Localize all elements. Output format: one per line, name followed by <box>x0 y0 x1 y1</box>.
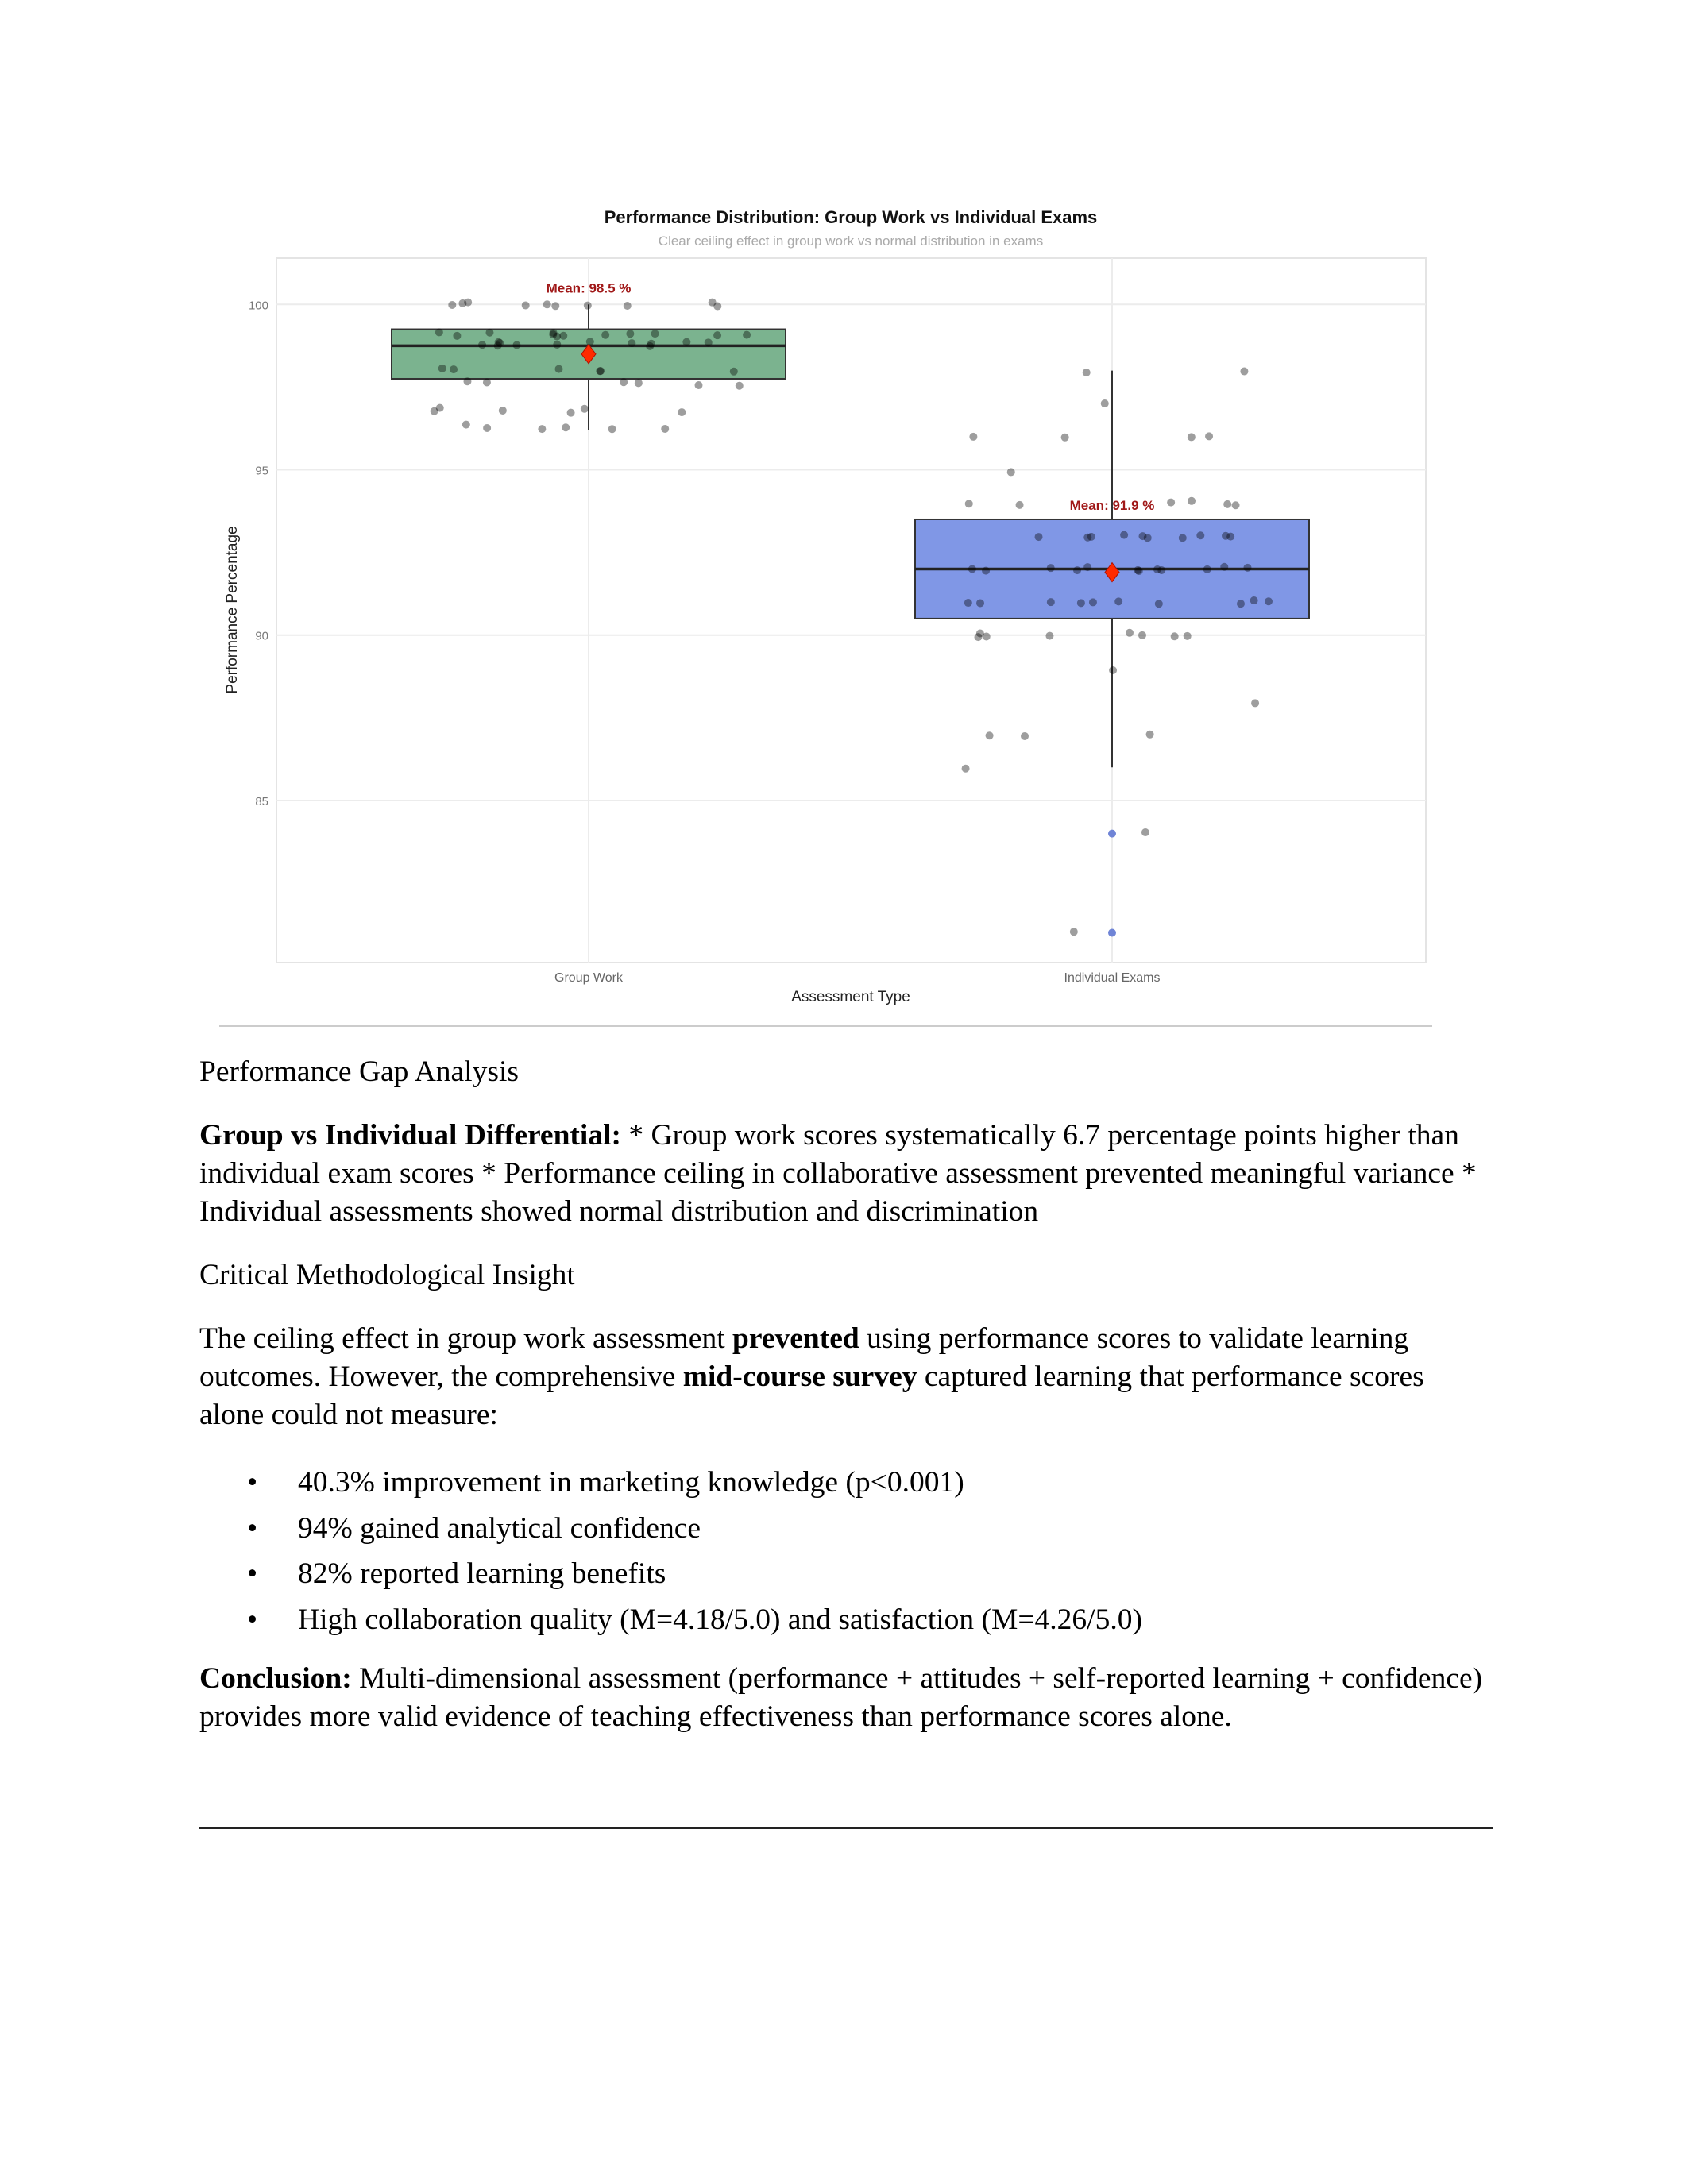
data-point <box>635 379 643 387</box>
data-point <box>538 425 546 433</box>
data-point <box>483 378 491 386</box>
data-point <box>586 338 594 345</box>
data-point <box>581 405 589 413</box>
data-point <box>1138 631 1146 639</box>
data-point <box>620 378 628 386</box>
data-point <box>584 302 592 310</box>
data-point <box>1232 501 1240 509</box>
data-point <box>682 338 690 346</box>
data-point <box>1144 534 1152 542</box>
bullet-icon: • <box>247 1557 258 1590</box>
data-point <box>450 365 458 373</box>
data-point <box>512 341 520 349</box>
differential-lead: Group vs Individual Differential: <box>199 1119 621 1152</box>
data-point <box>1045 632 1053 640</box>
data-point <box>969 433 977 441</box>
data-point <box>1126 629 1134 637</box>
data-point <box>968 565 976 573</box>
boxplot-chart <box>0 0 1688 1048</box>
outlier-point <box>1108 929 1116 937</box>
data-point <box>601 331 609 339</box>
data-point <box>1016 501 1024 509</box>
list-item-text: 82% reported learning benefits <box>298 1557 666 1590</box>
data-point <box>1167 499 1175 507</box>
data-point <box>1205 432 1213 440</box>
data-point <box>608 425 616 433</box>
data-point <box>651 330 659 338</box>
chart-title: Performance Distribution: Group Work vs Individual Exams <box>604 207 1098 227</box>
data-point <box>1089 598 1097 606</box>
data-point <box>974 633 982 641</box>
data-point <box>1146 731 1154 739</box>
data-point <box>982 567 990 575</box>
bullet-icon: • <box>247 1466 258 1499</box>
y-tick-label: 95 <box>255 464 268 478</box>
section-divider <box>199 1827 1493 1829</box>
data-point <box>1222 532 1230 540</box>
y-tick-label: 100 <box>248 299 268 313</box>
data-point <box>1073 566 1081 574</box>
data-point <box>1240 368 1248 376</box>
data-point <box>551 302 559 310</box>
differential-body: * Group work scores systematically 6.7 percentage points higher than individual exam scores * Performance ceiling in collaborative assessment prevented meaningful variance * Individual assessments showed normal distribution and discrimination <box>199 1119 1477 1228</box>
conclusion-lead: Conclusion: <box>199 1662 352 1695</box>
chart-subtitle: Clear ceiling effect in group work vs normal distribution in exams <box>658 233 1044 249</box>
outlier-point <box>1108 830 1116 838</box>
data-point <box>495 338 503 346</box>
y-tick-label: 90 <box>255 629 268 643</box>
data-point <box>448 301 456 309</box>
list-item <box>199 1597 1142 1643</box>
insight-bold: mid-course survey <box>682 1360 917 1393</box>
data-point <box>713 331 721 339</box>
insight-text: captured learning that performance scores alone could not measure: <box>199 1360 1424 1431</box>
differential-paragraph <box>199 1117 1486 1231</box>
data-point <box>1135 567 1143 575</box>
data-point <box>1141 828 1149 836</box>
section-heading-insight: Critical Methodological Insight <box>199 1259 575 1291</box>
data-point <box>1021 732 1029 740</box>
data-point <box>562 423 570 431</box>
list-item <box>199 1506 1142 1552</box>
data-point <box>463 377 471 385</box>
conclusion-body: Multi-dimensional assessment (performance + attitudes + self-reported learning + confidence) provides more valid evidence of teaching effectiveness than performance scores alone. <box>199 1662 1483 1733</box>
data-point <box>1220 563 1228 571</box>
data-point <box>628 339 635 347</box>
data-point <box>1171 632 1179 640</box>
data-point <box>1070 928 1078 936</box>
data-point <box>1196 531 1204 539</box>
data-point <box>522 302 530 310</box>
data-point <box>647 340 655 348</box>
data-point <box>435 328 443 336</box>
list-item-text: 94% gained analytical confidence <box>298 1511 701 1545</box>
data-point <box>462 421 470 429</box>
data-point <box>1237 600 1245 608</box>
list-item-text: 40.3% improvement in marketing knowledge (p<0.001) <box>298 1466 964 1499</box>
data-point <box>1061 434 1069 442</box>
data-point <box>1047 598 1055 606</box>
data-point <box>543 300 551 308</box>
data-point <box>743 331 751 339</box>
x-tick-label: Group Work <box>554 971 623 985</box>
data-point <box>478 341 486 349</box>
data-point <box>976 599 984 607</box>
data-point <box>499 407 507 415</box>
data-point <box>553 341 561 349</box>
data-point <box>1035 533 1043 541</box>
data-point <box>1083 563 1091 571</box>
data-point <box>1184 632 1192 640</box>
y-tick-label: 85 <box>255 794 268 808</box>
data-point <box>453 332 461 340</box>
data-point <box>1120 531 1128 539</box>
data-point <box>1153 565 1161 573</box>
list-item <box>199 1460 1142 1506</box>
data-point <box>695 381 703 389</box>
data-point <box>1109 666 1117 674</box>
data-point <box>1250 596 1258 604</box>
data-point <box>431 407 438 415</box>
data-point <box>713 303 721 311</box>
data-point <box>1251 699 1259 707</box>
data-point <box>1243 564 1251 572</box>
data-point <box>1083 534 1091 542</box>
x-tick-label: Individual Exams <box>1064 971 1161 985</box>
data-point <box>1203 565 1211 573</box>
bullet-icon: • <box>247 1511 258 1545</box>
data-point <box>1179 534 1187 542</box>
list-item-text: High collaboration quality (M=4.18/5.0) and satisfaction (M=4.26/5.0) <box>298 1603 1142 1636</box>
data-point <box>1007 468 1015 476</box>
data-point <box>626 330 634 338</box>
data-point <box>458 299 466 307</box>
insight-bold: prevented <box>732 1322 859 1355</box>
y-axis-label: Performance Percentage <box>224 526 241 694</box>
mean-label: Mean: 91.9 % <box>1069 497 1155 513</box>
data-point <box>965 500 973 507</box>
data-point <box>555 365 563 373</box>
list-item <box>199 1551 1142 1597</box>
insight-text: using performance scores to validate learning outcomes. However, the comprehensive <box>199 1322 1409 1393</box>
data-point <box>962 765 970 773</box>
data-point <box>1223 500 1231 508</box>
mean-label: Mean: 98.5 % <box>546 280 632 296</box>
data-point <box>1047 564 1055 572</box>
data-point <box>1101 399 1109 407</box>
data-point <box>983 632 991 640</box>
data-point <box>1188 433 1196 441</box>
data-point <box>705 338 713 346</box>
data-point <box>661 425 669 433</box>
conclusion-paragraph <box>199 1660 1486 1736</box>
data-point <box>1155 600 1163 608</box>
x-axis-label: Assessment Type <box>791 989 910 1005</box>
data-point <box>624 302 632 310</box>
data-point <box>986 731 994 739</box>
data-point <box>736 382 744 390</box>
data-point <box>1077 599 1085 607</box>
bullet-icon: • <box>247 1603 258 1636</box>
data-point <box>1265 597 1273 605</box>
data-point <box>485 329 493 337</box>
data-point <box>597 367 605 375</box>
data-point <box>1188 497 1196 505</box>
data-point <box>483 424 491 432</box>
data-point <box>964 599 972 607</box>
data-point <box>1114 597 1122 605</box>
data-point <box>567 409 575 417</box>
data-point <box>678 408 686 416</box>
insight-paragraph <box>199 1320 1486 1434</box>
section-heading-gap: Performance Gap Analysis <box>199 1055 519 1088</box>
data-point <box>550 329 558 337</box>
data-point <box>730 368 738 376</box>
insight-text: The ceiling effect in group work assessment <box>199 1322 732 1355</box>
data-point <box>1083 369 1091 376</box>
data-point <box>438 365 446 372</box>
findings-list <box>199 1460 1142 1642</box>
